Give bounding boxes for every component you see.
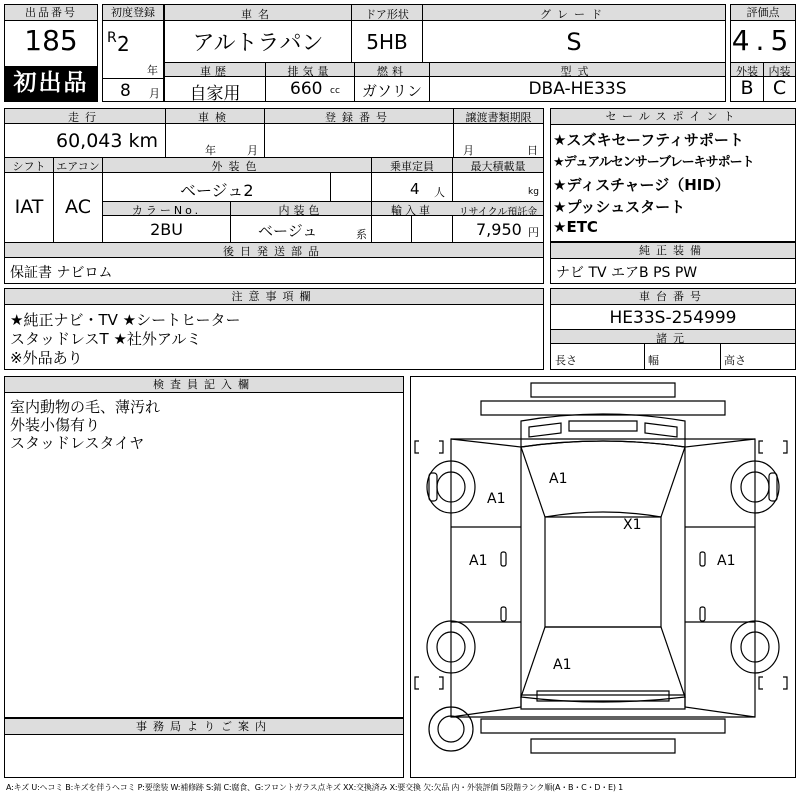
history-label: 車歴	[200, 65, 230, 78]
sales-point-item: ★ETC	[553, 218, 598, 236]
office-header: 事務局よりご案内	[5, 719, 403, 735]
damage-mark: A1	[717, 553, 736, 569]
genuine-equipment-header: 純正装備	[551, 243, 795, 259]
length-label: 長さ	[555, 354, 577, 367]
mileage-label: 走行	[68, 111, 102, 124]
history: 自家用	[189, 84, 241, 104]
car-name: アルトラパン	[192, 31, 324, 56]
exterior-label: 外装	[736, 65, 758, 78]
displacement-unit: cc	[330, 86, 340, 96]
transfer-month: 月	[463, 144, 474, 157]
height-label: 高さ	[724, 354, 746, 367]
damage-mark: A1	[487, 491, 506, 507]
chassis-header: 車台番号	[551, 289, 795, 305]
first-listing-badge: 初出品	[5, 66, 97, 101]
fuel-label: 燃料	[377, 65, 407, 78]
damage-mark: X1	[623, 517, 642, 533]
color-label: 外装色	[211, 160, 263, 173]
inspection-label: 車検	[198, 111, 232, 124]
inspection-year: 年	[205, 144, 216, 157]
note-line: スタッドレスT ★社外アルミ	[10, 330, 202, 348]
later-parts-label: 後日発送部品	[223, 245, 325, 258]
dimensions-label: 諸元	[656, 332, 690, 345]
door-type: 5HB	[366, 30, 408, 54]
sales-point-item: ★プッシュスタート	[553, 198, 686, 216]
registration-month: 8	[120, 81, 131, 101]
grade-label: グレード	[540, 8, 608, 21]
later-parts: 保証書 ナビロム	[10, 265, 113, 281]
damage-mark: A1	[549, 471, 568, 487]
recycle-label: リサイクル預託金	[458, 207, 538, 218]
shift: IAT	[14, 196, 44, 218]
exterior-color: ベージュ2	[180, 181, 254, 200]
fuel: ガソリン	[361, 82, 422, 100]
sales-point-item: ★スズキセーフティサポート	[553, 131, 744, 149]
chassis-number: HE33S-254999	[609, 308, 737, 328]
capacity-unit: 人	[434, 186, 445, 199]
transfer-day: 日	[527, 144, 538, 157]
car-damage-diagram	[411, 377, 795, 777]
score: 4.5	[731, 24, 795, 57]
exterior-grade: B	[740, 77, 754, 99]
interior-grade: C	[772, 77, 787, 99]
interior-label: 内装	[768, 65, 791, 78]
displacement: 660	[290, 79, 323, 99]
damage-mark: A1	[553, 657, 572, 673]
inspector-line: 外装小傷有り	[10, 416, 101, 434]
displacement-label: 排気量	[287, 65, 333, 78]
interior-color-suffix: 系	[356, 228, 367, 241]
interior-color-label: 内装色	[278, 204, 324, 217]
month-unit: 月	[149, 87, 160, 100]
legend-footer: A:キズ U:ヘコミ B:キズを伴うヘコミ P:要塗装 W:補修跡 S:錆 C:腐食、G:フロントガラス点キズ XX:交換済み X:要交換 欠:欠品 内・外装評価 5段階ランク順(A・B・C・D・E) 1	[6, 783, 624, 792]
width-label: 幅	[648, 354, 659, 367]
shift-label: シフト	[12, 160, 46, 173]
recycle-unit: 円	[528, 226, 539, 239]
ac: AC	[65, 196, 91, 218]
inspector-line: スタッドレスタイヤ	[10, 434, 145, 452]
lot-number: 185	[24, 24, 78, 57]
sales-points-header: セールスポイント	[551, 109, 795, 125]
lot-number-header: 出品番号	[5, 5, 97, 21]
reg-no-label: 登録番号	[325, 111, 393, 124]
color-no-label: カラーNo.	[131, 204, 202, 217]
damage-mark: A1	[469, 553, 488, 569]
sales-point-item: ★ディスチャージ（HID）	[553, 176, 730, 194]
interior-color: ベージュ	[258, 222, 318, 240]
model: DBA-HE33S	[528, 79, 627, 99]
recycle-fee: 7,950	[476, 220, 522, 239]
notes-header: 注意事項欄	[5, 289, 543, 305]
capacity: 4	[410, 180, 420, 198]
max-load-unit: kg	[528, 187, 539, 197]
max-load-label: 最大積載量	[470, 160, 526, 173]
grade: S	[566, 28, 582, 56]
import-label: 輸入車	[391, 204, 433, 217]
score-header: 評価点	[731, 5, 795, 21]
color-no: 2BU	[150, 220, 183, 239]
inspection-month: 月	[247, 144, 258, 157]
car-name-label: 車名	[241, 8, 275, 21]
capacity-label: 乗車定員	[390, 160, 434, 173]
first-registration-header: 初度登録	[103, 5, 163, 21]
sales-point-item: ★デュアルセンサーブレーキサポート	[553, 155, 754, 170]
year-unit: 年	[147, 64, 158, 77]
registration-year: 2	[117, 32, 130, 56]
inspector-header: 検査員記入欄	[5, 377, 403, 393]
ac-label: エアコン	[56, 160, 100, 173]
era-letter: R	[107, 30, 117, 46]
note-line: ※外品あり	[10, 349, 83, 367]
note-line: ★純正ナビ・TV ★シートヒーター	[10, 311, 241, 329]
genuine-equipment: ナビ TV エアB PS PW	[556, 265, 698, 281]
mileage: 60,043 km	[56, 130, 159, 152]
inspector-line: 室内動物の毛、薄汚れ	[10, 398, 161, 416]
model-label: 型式	[560, 65, 595, 78]
door-label: ドア形状	[365, 8, 409, 21]
transfer-label: 譲渡書類期限	[465, 111, 532, 124]
